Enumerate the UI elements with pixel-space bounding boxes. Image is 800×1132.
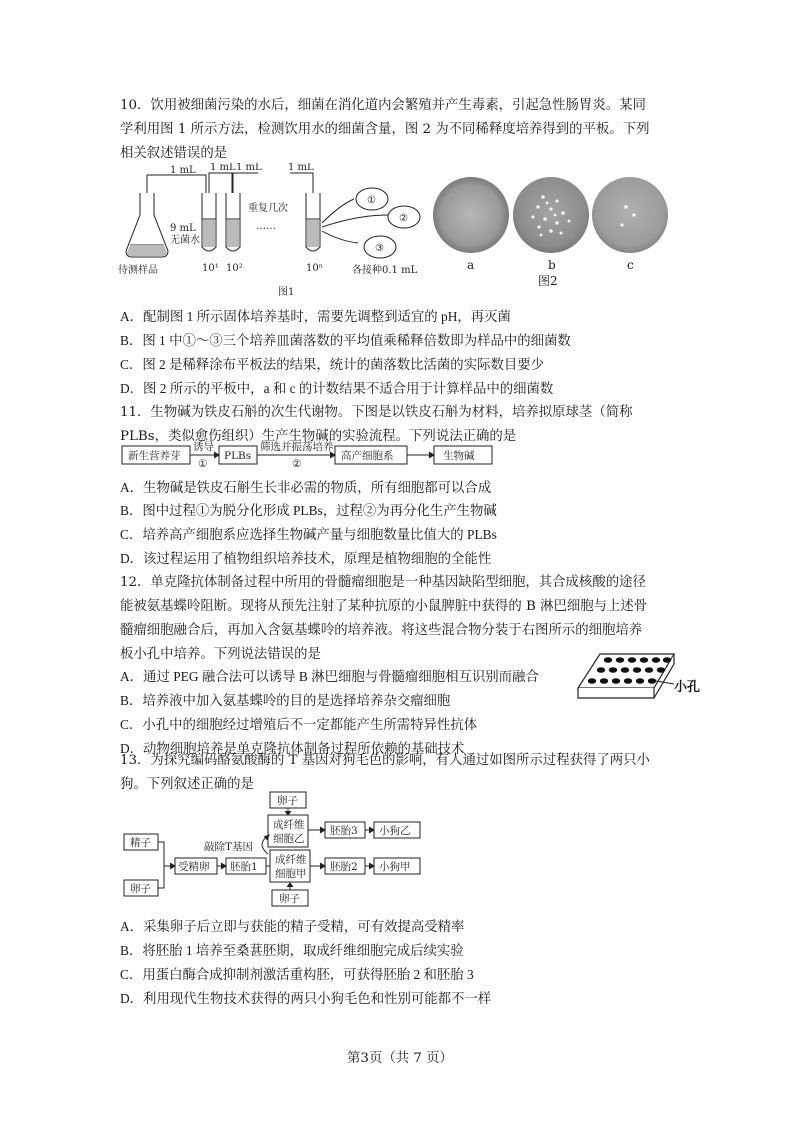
flow-box-2-label: PLBs <box>224 450 252 462</box>
q12-stem-line-2: 能被氨基蝶呤阻断。现将从预先注射了某种抗原的小鼠脾脏中获得的 B 淋巴细胞与上述骨 <box>120 599 648 614</box>
q13-embryo-1: 胚胎1 <box>230 861 258 873</box>
q10-option-a: A．配制图 1 所示固体培养基时，需要先调整到适宜的 pH，再灭菌 <box>120 309 511 324</box>
fig1-water: 9 mL <box>170 223 196 234</box>
flow-arrow-1-bottom: ① <box>198 458 208 470</box>
fig1-vol-1: 1 mL <box>170 165 196 176</box>
fig1-inoculate-label: 各接种0.1 mL <box>352 265 418 276</box>
q10-stem-line-2: 学利用图 1 所示方法，检测饮用水的细菌含量，图 2 为不同稀释度培养得到的平板。下列 <box>120 122 650 137</box>
q10-figure-1 <box>118 163 448 298</box>
plate-hole-label: 小孔 <box>674 680 701 695</box>
q13-fertilized-egg: 受精卵 <box>178 861 210 873</box>
fig1-plate-3-label: ③ <box>375 243 384 254</box>
fig1-vol-4: 1 mL <box>288 163 314 173</box>
q11-stem-line-1: 11．生物碱为铁皮石斛的次生代谢物。下图是以铁皮石斛为材料，培养拟原球茎（简称 <box>120 405 633 420</box>
page-footer: 第3页（共 7 页） <box>347 1051 453 1066</box>
flow-box-3-label: 高产细胞系 <box>341 450 394 462</box>
culture-plate-figure <box>570 650 690 706</box>
q12-stem-line-3: 髓瘤细胞融合后，再加入含氨基蝶呤的培养液。将这些混合物分装于右图所示的细胞培养 <box>120 623 643 638</box>
q10-option-b: B．图 1 中①～③三个培养皿菌落数的平均值乘稀释倍数即为样品中的细菌数 <box>120 333 571 348</box>
q13-stem-line-1: 13．为探究编码酪氨酸酶的 T 基因对狗毛色的影响，有人通过如图所示过程获得了两只小 <box>120 753 650 768</box>
q12-option-d: D．动物细胞培养是单克隆抗体制备过程所依赖的基础技术 <box>120 741 465 756</box>
q12-stem-line-1: 12．单克隆抗体制备过程中所用的骨髓瘤细胞是一种基因缺陷型细胞，其合成核酸的途径 <box>120 575 646 590</box>
flow-arrow-2-top: 筛选并振荡培养 <box>260 441 334 453</box>
q11-flow-diagram <box>120 440 520 470</box>
plate-c-image <box>592 177 668 253</box>
q11-option-d: D．该过程运用了植物组织培养技术，原理是植物细胞的全能性 <box>120 551 492 566</box>
q11-stem-line-2: PLBs，类似愈伤组织）生产生物碱的实验流程。下列说法正确的是 <box>120 429 517 444</box>
q12-option-a: A．通过 PEG 融合法可以诱导 B 淋巴细胞与骨髓瘤细胞相互识别而融合 <box>120 669 539 684</box>
q13-embryo-3: 胚胎3 <box>330 825 358 837</box>
fig2-caption: 图2 <box>538 274 558 288</box>
q13-knockout-label: 敲除T基因 <box>204 841 254 853</box>
fig1-water-2: 无菌水 <box>170 235 200 246</box>
q13-diagram <box>120 790 440 910</box>
q13-fibro-a-line-1: 成纤维 <box>275 854 307 866</box>
q11-option-c: C．培养高产细胞系应选择生物碱产量与细胞数量比值大的 PLBs <box>120 527 497 542</box>
q13-egg-top: 卵子 <box>277 795 298 807</box>
fig2-label-c: c <box>627 258 634 272</box>
q13-option-b: B．将胚胎 1 培养至桑葚胚期，取成纤维细胞完成后续实验 <box>120 943 464 958</box>
flow-arrow-2-bottom: ② <box>292 458 302 470</box>
fig1-sample-label: 待测样品 <box>118 265 158 276</box>
q13-egg-left: 卵子 <box>130 883 151 895</box>
colonies-c <box>592 177 668 253</box>
fig1-plate-1-label: ① <box>367 195 376 206</box>
fig1-tube-n-label: 10ⁿ <box>306 263 324 274</box>
fig1-tube-2-label: 10² <box>226 263 243 274</box>
q10-stem-line-1: 10．饮用被细菌污染的水后，细菌在消化道内会繁殖并产生毒素，引起急性肠胃炎。某同 <box>120 98 646 113</box>
fig1-caption: 图1 <box>278 287 295 298</box>
fig2-label-b: b <box>548 258 556 272</box>
q13-fibro-b-line-2: 细胞乙 <box>273 833 305 845</box>
flow-box-1-label: 新生营养芽 <box>128 450 181 462</box>
q10-option-d: D．图 2 所示的平板中，a 和 c 的计数结果不适合用于计算样品中的细菌数 <box>120 381 554 396</box>
q10-stem-line-3: 相关叙述错误的是 <box>120 146 228 161</box>
q11-option-a: A．生物碱是铁皮石斛生长非必需的物质，所有细胞都可以合成 <box>120 480 492 495</box>
fig1-plate-2-label: ② <box>399 213 408 224</box>
flow-arrow-1-top: 诱导 <box>193 441 214 453</box>
q13-stem-line-2: 狗。下列叙述正确的是 <box>120 777 254 792</box>
flow-box-4-label: 生物碱 <box>443 450 475 462</box>
fig1-vol-3: 1 mL <box>236 163 262 173</box>
fig1-dots: …… <box>256 221 276 232</box>
q13-option-c: C．用蛋白酶合成抑制剂激活重构胚，可获得胚胎 2 和胚胎 3 <box>120 967 474 982</box>
q12-option-c: C．小孔中的细胞经过增殖后不一定都能产生所需特异性抗体 <box>120 717 478 732</box>
q12-option-b: B．培养液中加入氨基蝶呤的目的是选择培养杂交瘤细胞 <box>120 693 451 708</box>
q13-option-a: A．采集卵子后立即与获能的精子受精，可有效提高受精率 <box>120 919 465 934</box>
q13-option-d: D．利用现代生物技术获得的两只小狗毛色和性别可能都不一样 <box>120 991 492 1006</box>
q13-sperm: 精子 <box>130 837 151 849</box>
fig2-label-a: a <box>467 258 475 272</box>
colonies-b <box>513 177 589 253</box>
plate-a-image <box>433 177 509 253</box>
q13-egg-bottom: 卵子 <box>279 893 300 905</box>
q10-option-c: C．图 2 是稀释涂布平板法的结果，统计的菌落数比活菌的实际数目要少 <box>120 357 545 372</box>
q12-stem-line-4: 板小孔中培养。下列说法错误的是 <box>120 647 321 662</box>
q13-fibro-a-line-2: 细胞甲 <box>275 868 307 880</box>
q13-embryo-2: 胚胎2 <box>330 861 358 873</box>
q13-dog-b: 小狗乙 <box>379 825 411 837</box>
q13-fibro-b-line-1: 成纤维 <box>273 819 305 831</box>
q13-dog-a: 小狗甲 <box>379 861 411 873</box>
q11-option-b: B．图中过程①为脱分化形成 PLBs，过程②为再分化生产生物碱 <box>120 503 497 518</box>
fig1-tube-1-label: 10¹ <box>202 263 219 274</box>
fig1-vol-2: 1 mL <box>210 163 236 173</box>
plate-b-image <box>513 177 589 253</box>
fig1-repeat-label: 重复几次 <box>248 203 288 214</box>
